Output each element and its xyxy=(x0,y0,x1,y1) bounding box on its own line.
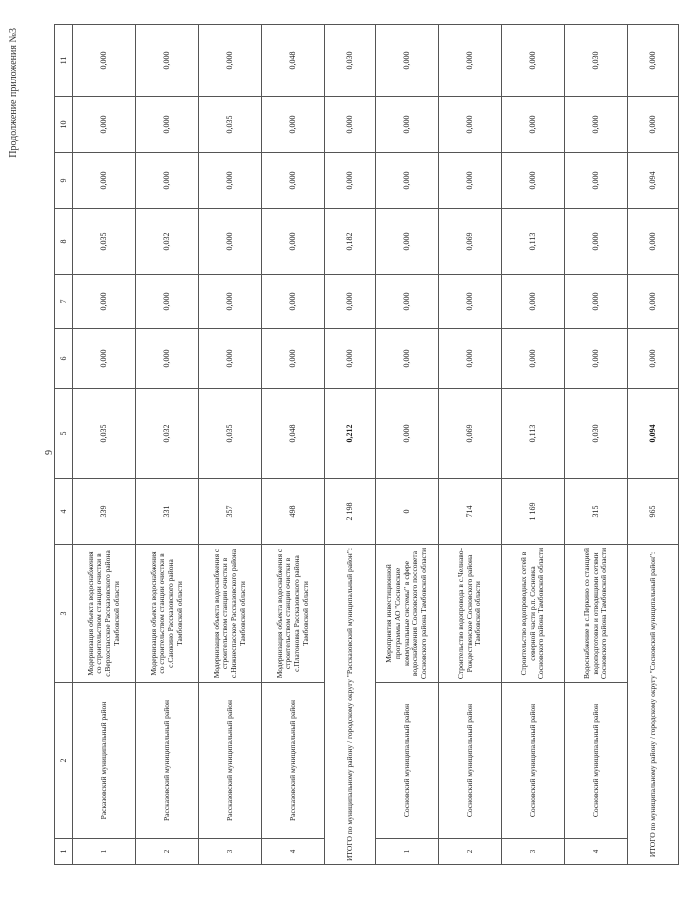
table-cell: 0,000 xyxy=(502,97,565,153)
table-cell: 315 xyxy=(565,479,628,545)
total-cell: 0,212 xyxy=(325,389,376,479)
table-cell: 0,000 xyxy=(439,97,502,153)
table-cell: 4 xyxy=(565,839,628,865)
col-header: 7 xyxy=(55,275,73,329)
table-row xyxy=(502,25,565,865)
total-cell: 0,000 xyxy=(325,97,376,153)
table-cell: 714 xyxy=(439,479,502,545)
table-cell: 0,048 xyxy=(262,389,325,479)
total-label: ИТОГО по муниципальному району / городскому округу "Рассказовский муниципальный район": xyxy=(325,545,376,865)
table-cell: 0,069 xyxy=(439,209,502,275)
table-row xyxy=(565,25,628,865)
table-cell: 0,000 xyxy=(565,97,628,153)
table-cell: 3 xyxy=(502,839,565,865)
total-cell: 0,094 xyxy=(628,389,679,479)
table-row xyxy=(376,25,439,865)
table-cell: 0,000 xyxy=(565,329,628,389)
table-cell: 0,000 xyxy=(376,97,439,153)
table-cell: 0,000 xyxy=(199,25,262,97)
col-header: 5 xyxy=(55,389,73,479)
table-cell: 0,000 xyxy=(199,153,262,209)
table-cell: 0,000 xyxy=(199,209,262,275)
project-name-cell: Модернизация объекта водоснабжения с строительством станции очистки в с.Платоновка Рассказовского района Тамбовской области xyxy=(262,545,325,683)
district-cell: Сосновский муниципальный район xyxy=(439,683,502,839)
col-header: 1 xyxy=(55,839,73,865)
project-name-cell: Строительство водопровода в с.Челнавo-Рождественское Сосновского района Тамбовской области xyxy=(439,545,502,683)
table-cell: 331 xyxy=(136,479,199,545)
table-cell: 0,000 xyxy=(565,209,628,275)
district-cell: Сосновский муниципальный район xyxy=(565,683,628,839)
data-table xyxy=(54,24,679,865)
table-cell: 498 xyxy=(262,479,325,545)
table-cell: 0,000 xyxy=(502,25,565,97)
table-cell: 0,032 xyxy=(136,209,199,275)
table-cell: 0,000 xyxy=(199,329,262,389)
project-name-cell: Строительство водопроводных сетей в северной части р.п. Сосновка Сосновского района Тамбовской области xyxy=(502,545,565,683)
table-body xyxy=(73,25,679,865)
table-cell: 357 xyxy=(199,479,262,545)
table-cell: 0,035 xyxy=(199,389,262,479)
table-cell: 0,000 xyxy=(262,153,325,209)
table-cell: 4 xyxy=(262,839,325,865)
table-cell: 0,000 xyxy=(262,209,325,275)
col-header: 8 xyxy=(55,209,73,275)
total-row xyxy=(628,25,679,865)
col-header: 2 xyxy=(55,683,73,839)
total-row xyxy=(325,25,376,865)
table-cell: 0,000 xyxy=(439,153,502,209)
table-cell: 0,000 xyxy=(502,153,565,209)
table-cell: 0,000 xyxy=(262,275,325,329)
table-cell: 0,113 xyxy=(502,389,565,479)
col-header: 4 xyxy=(55,479,73,545)
table-row xyxy=(136,25,199,865)
project-name-cell: Мероприятия инвестиционной программы АО "Сосновские коммунальные системы" в сфере водоснабжения Сосновского поссовета Сосновского района Тамбовской области xyxy=(376,545,439,683)
table-cell: 0,030 xyxy=(565,25,628,97)
col-header: 10 xyxy=(55,97,73,153)
table-cell: 0,000 xyxy=(73,275,136,329)
total-cell: 965 xyxy=(628,479,679,545)
table-cell: 0,035 xyxy=(73,389,136,479)
total-label: ИТОГО по муниципальному району / городскому округу "Сосновский муниципальный район": xyxy=(628,545,679,865)
table-cell: 0,000 xyxy=(73,153,136,209)
table-row xyxy=(73,25,136,865)
table-cell: 0,000 xyxy=(136,97,199,153)
total-cell: 0,000 xyxy=(325,275,376,329)
table-cell: 0,032 xyxy=(136,389,199,479)
table-cell: 0,000 xyxy=(376,153,439,209)
table-cell: 1 xyxy=(73,839,136,865)
table-cell: 0,000 xyxy=(565,153,628,209)
total-cell: 2 198 xyxy=(325,479,376,545)
table-cell: 0,000 xyxy=(439,25,502,97)
project-name-cell: Модернизация объекта водоснабжения со строительством станции очистки в с.Саюкино Рассказовского района Тамбовской области xyxy=(136,545,199,683)
table-cell: 0,000 xyxy=(73,25,136,97)
table-cell: 0,035 xyxy=(73,209,136,275)
district-cell: Рассказовский муниципальный район xyxy=(262,683,325,839)
project-name-cell: Модернизация объекта водоснабжения со строительством станции очистки в с.Верхоспасское Рассказовского района Тамбовской области xyxy=(73,545,136,683)
table-row xyxy=(439,25,502,865)
table-cell: 0 xyxy=(376,479,439,545)
table-cell: 1 xyxy=(376,839,439,865)
table-row xyxy=(199,25,262,865)
project-name-cell: Водоснабжение в с.Перкино со станцией водоподготовки и отводящими сетями Сосновского района Тамбовской области xyxy=(565,545,628,683)
total-cell: 0,030 xyxy=(325,25,376,97)
table-cell: 0,000 xyxy=(73,329,136,389)
table-row xyxy=(262,25,325,865)
table-cell: 1 169 xyxy=(502,479,565,545)
table-cell: 0,000 xyxy=(262,329,325,389)
table-cell: 0,000 xyxy=(73,97,136,153)
total-cell: 0,000 xyxy=(628,209,679,275)
table-cell: 0,000 xyxy=(376,209,439,275)
total-cell: 0,000 xyxy=(628,329,679,389)
table-cell: 0,000 xyxy=(199,275,262,329)
district-cell: Расказовский муниципальный район xyxy=(73,683,136,839)
table-cell: 0,000 xyxy=(376,25,439,97)
table-cell: 0,000 xyxy=(439,329,502,389)
total-cell: 0,000 xyxy=(325,329,376,389)
district-cell: Сосновский муниципальный район xyxy=(502,683,565,839)
district-cell: Рассказовский муниципальный район xyxy=(199,683,262,839)
table-cell: 0,000 xyxy=(136,275,199,329)
table-cell: 2 xyxy=(136,839,199,865)
col-header: 9 xyxy=(55,153,73,209)
district-cell: Сосновский муниципальный район xyxy=(376,683,439,839)
table-cell: 0,000 xyxy=(136,153,199,209)
table-cell: 339 xyxy=(73,479,136,545)
table-cell: 3 xyxy=(199,839,262,865)
total-cell: 0,000 xyxy=(325,153,376,209)
table-cell: 0,000 xyxy=(502,275,565,329)
total-cell: 0,182 xyxy=(325,209,376,275)
total-cell: 0,000 xyxy=(628,275,679,329)
table-cell: 0,000 xyxy=(376,389,439,479)
district-cell: Рассказовский муниципальный район xyxy=(136,683,199,839)
table-cell: 0,000 xyxy=(565,275,628,329)
col-header: 11 xyxy=(55,25,73,97)
col-header: 6 xyxy=(55,329,73,389)
project-name-cell: Модернизация объекта водоснабжения с строительством станции очистки в с.Нижнеспасское Рассказовского района Тамбовской области xyxy=(199,545,262,683)
continuation-note: Продолжение приложения №3 xyxy=(8,28,19,158)
col-header: 3 xyxy=(55,545,73,683)
table-cell: 0,000 xyxy=(502,329,565,389)
page-number: 9 xyxy=(44,450,55,455)
table-cell: 2 xyxy=(439,839,502,865)
table-cell: 0,113 xyxy=(502,209,565,275)
table-cell: 0,000 xyxy=(376,275,439,329)
table-cell: 0,000 xyxy=(376,329,439,389)
header-row xyxy=(55,25,73,865)
table-cell: 0,048 xyxy=(262,25,325,97)
total-cell: 0,000 xyxy=(628,25,679,97)
table-cell: 0,000 xyxy=(439,275,502,329)
table-cell: 0,035 xyxy=(199,97,262,153)
table-cell: 0,069 xyxy=(439,389,502,479)
total-cell: 0,000 xyxy=(628,97,679,153)
table-cell: 0,000 xyxy=(136,25,199,97)
table-cell: 0,000 xyxy=(136,329,199,389)
total-cell: 0,094 xyxy=(628,153,679,209)
table-cell: 0,030 xyxy=(565,389,628,479)
table-cell: 0,000 xyxy=(262,97,325,153)
